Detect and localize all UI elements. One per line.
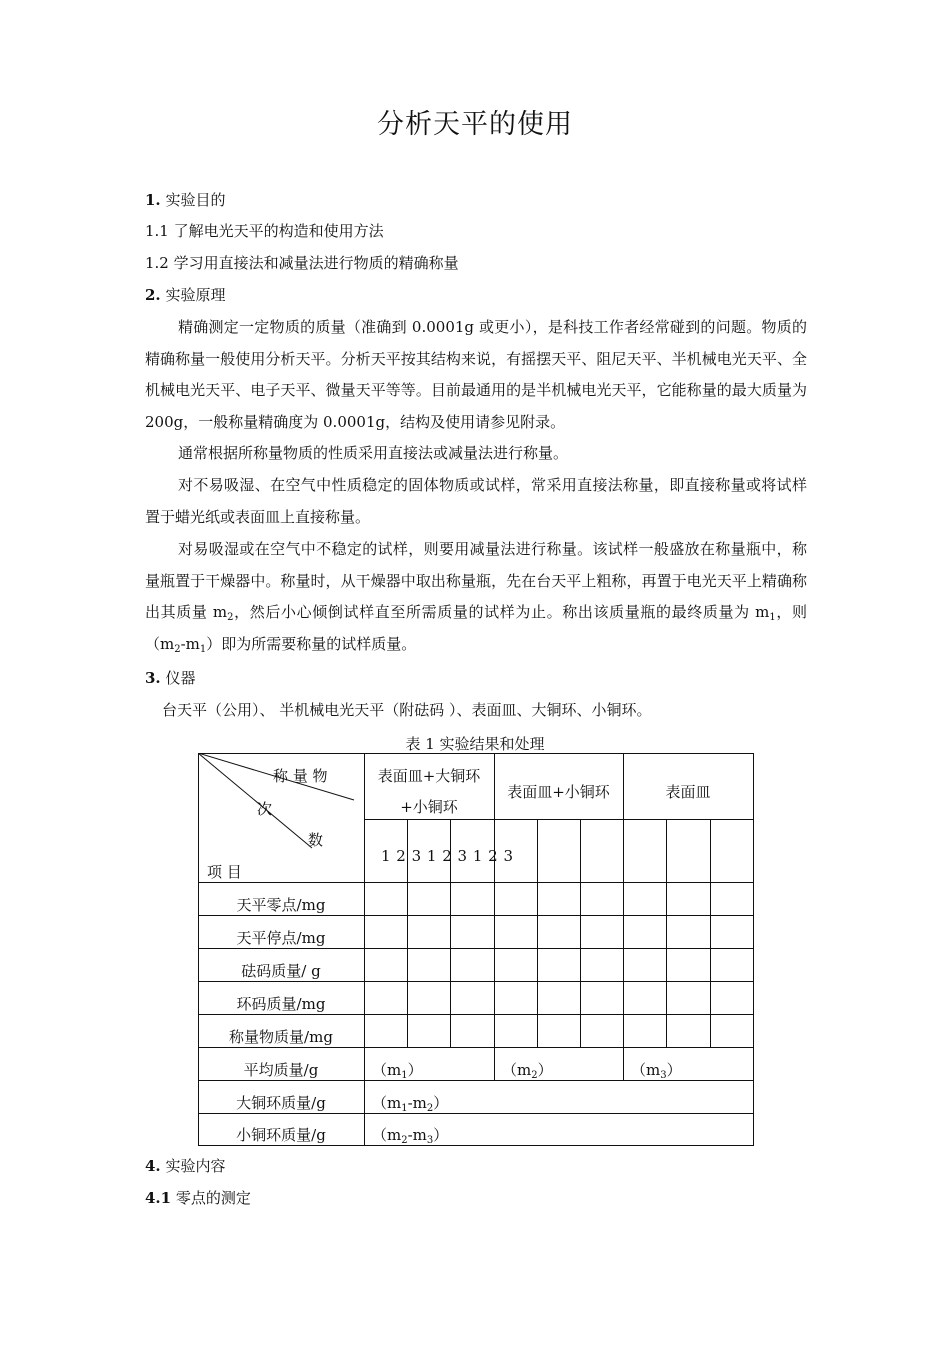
subscript: 2 bbox=[426, 1103, 434, 1114]
section-title: 实验目的 bbox=[165, 191, 226, 209]
subscript: 1 bbox=[199, 643, 207, 655]
subscript: 2 bbox=[227, 612, 234, 623]
table-rule bbox=[623, 753, 624, 1080]
subscript: 1 bbox=[401, 1070, 408, 1081]
subscript: 1 bbox=[769, 612, 776, 623]
text: ，然后小心倾倒试样直至所需质量的试样为止。称出该质量瓶的最终质量为 m bbox=[233, 603, 770, 621]
subscript: 2 bbox=[174, 643, 181, 655]
section-title: 实验原理 bbox=[165, 286, 226, 304]
text: （m bbox=[502, 1061, 532, 1079]
text: -m bbox=[407, 1126, 427, 1144]
subscript: 1 bbox=[401, 1103, 408, 1114]
corner-label-object: 称 量 物 bbox=[273, 767, 328, 785]
text: ） bbox=[666, 1061, 682, 1079]
table-border bbox=[198, 1145, 754, 1146]
section-number: 4. bbox=[145, 1157, 161, 1175]
text: （m bbox=[372, 1126, 402, 1144]
table-rule bbox=[198, 1113, 754, 1114]
paragraph-principle-1: 精确测定一定物质的质量（准确到 0.0001g 或更小），是科技工作者经常碰到的问题。物质的精确称量一般使用分析天平。分析天平按其结构来说，有摇摆天平、阻尼天平、半机械电光天平、全机械电光天平、电子天平、微量天平等等。目前最通用的是半机械电光天平，它能称量的最大质量为 200g，一般称量精确度为 0.0001g，结构及使用请参见附录。 bbox=[145, 318, 807, 431]
text: （m bbox=[631, 1061, 661, 1079]
section-heading-1 bbox=[145, 190, 810, 210]
section-title: 零点的测定 bbox=[175, 1189, 251, 1207]
table-rule bbox=[580, 819, 581, 1047]
group-header-small-ring: 表面皿+小铜环 bbox=[507, 783, 610, 801]
table-caption: 表 1 实验结果和处理 bbox=[405, 735, 545, 753]
corner-label-item: 项 目 bbox=[207, 863, 242, 881]
table-rule bbox=[666, 819, 667, 1047]
row-label-zero-point: 天平零点/mg bbox=[236, 896, 326, 914]
text: （m bbox=[372, 1094, 402, 1112]
table-rule bbox=[537, 819, 538, 1047]
corner-label-times: 次 bbox=[257, 800, 273, 818]
row-label-average-mass: 平均质量/g bbox=[243, 1061, 319, 1079]
table-rule bbox=[710, 819, 711, 1047]
text: -m bbox=[407, 1094, 427, 1112]
section-number: 4.1 bbox=[145, 1189, 172, 1207]
row-label-stop-point: 天平停点/mg bbox=[236, 929, 326, 947]
table-rule bbox=[494, 753, 495, 1080]
group-header-dish: 表面皿 bbox=[665, 783, 711, 801]
subsection-1-1: 1.1 了解电光天平的构造和使用方法 bbox=[145, 222, 384, 240]
section-heading-3 bbox=[145, 668, 810, 688]
row-label-large-ring-mass: 大铜环质量/g bbox=[236, 1094, 326, 1112]
instruments-list: 台天平（公用）、 半机械电光天平（附砝码 ）、表面皿、大铜环、小铜环。 bbox=[162, 701, 652, 719]
large-ring-formula bbox=[372, 1092, 448, 1113]
subsection-4-1 bbox=[145, 1188, 810, 1208]
text: 对易吸湿或在空气中不稳定的试样，则要用减量法进行称量。该试样一般盛放在称量瓶中，称量瓶置于干燥器中。称量时，从干燥器中取出称量瓶，先在台天平上粗称，再置于电光天平上精确称出其质量 m bbox=[145, 540, 807, 621]
section-heading-2 bbox=[145, 285, 810, 305]
row-label-rider-mass: 环码质量/mg bbox=[236, 995, 326, 1013]
page-title: 分析天平的使用 bbox=[377, 109, 573, 140]
section-number: 2. bbox=[145, 286, 161, 304]
avg-mass-m2 bbox=[502, 1059, 553, 1080]
section-title: 仪器 bbox=[165, 669, 196, 687]
subscript: 3 bbox=[426, 1135, 434, 1146]
subscript: 3 bbox=[660, 1070, 667, 1081]
table-rule bbox=[198, 948, 754, 949]
row-label-object-mass: 称量物质量/mg bbox=[229, 1028, 333, 1046]
table-border bbox=[753, 753, 754, 1146]
table-rule bbox=[364, 819, 754, 820]
table-rule bbox=[198, 981, 754, 982]
text: ） bbox=[433, 1094, 449, 1112]
group-header-large-ring-cont: +小铜环 bbox=[400, 798, 458, 816]
row-label-weights-mass: 砝码质量/ g bbox=[241, 962, 321, 980]
section-number: 3. bbox=[145, 669, 161, 687]
results-table bbox=[198, 753, 754, 1146]
text: ） bbox=[433, 1126, 449, 1144]
avg-mass-m1 bbox=[372, 1059, 423, 1080]
group-header-large-ring: 表面皿+大铜环 bbox=[377, 767, 481, 785]
small-ring-formula bbox=[372, 1124, 448, 1145]
table-rule bbox=[198, 1047, 754, 1048]
subsection-1-2: 1.2 学习用直接法和减量法进行物质的精确称量 bbox=[145, 254, 459, 272]
table-rule bbox=[198, 915, 754, 916]
paragraph-principle-4 bbox=[145, 534, 807, 660]
trial-numbers: 1 2 3 1 2 3 1 2 3 bbox=[381, 847, 514, 865]
subscript: 2 bbox=[531, 1070, 538, 1081]
paragraph-principle-2: 通常根据所称量物质的性质采用直接法或减量法进行称量。 bbox=[178, 444, 569, 462]
paragraph-principle-3: 对不易吸湿、在空气中性质稳定的固体物质或试样，常采用直接法称量，即直接称量或将试样置于蜡光纸或表面皿上直接称量。 bbox=[145, 476, 807, 526]
table-rule bbox=[198, 1080, 754, 1081]
row-label-small-ring-mass: 小铜环质量/g bbox=[236, 1126, 326, 1144]
text: ） bbox=[407, 1061, 423, 1079]
text: ）即为所需要称量的试样质量。 bbox=[206, 634, 417, 653]
avg-mass-m3 bbox=[631, 1059, 682, 1080]
table-rule bbox=[198, 1014, 754, 1015]
section-title: 实验内容 bbox=[165, 1157, 226, 1175]
subscript: 2 bbox=[401, 1135, 408, 1146]
section-number: 1. bbox=[145, 191, 161, 209]
text: （m bbox=[372, 1061, 402, 1079]
text: ） bbox=[537, 1061, 553, 1079]
text: ，则（m bbox=[145, 603, 807, 653]
section-heading-4 bbox=[145, 1156, 810, 1176]
corner-label-count: 数 bbox=[308, 831, 324, 849]
text: -m bbox=[180, 634, 200, 653]
